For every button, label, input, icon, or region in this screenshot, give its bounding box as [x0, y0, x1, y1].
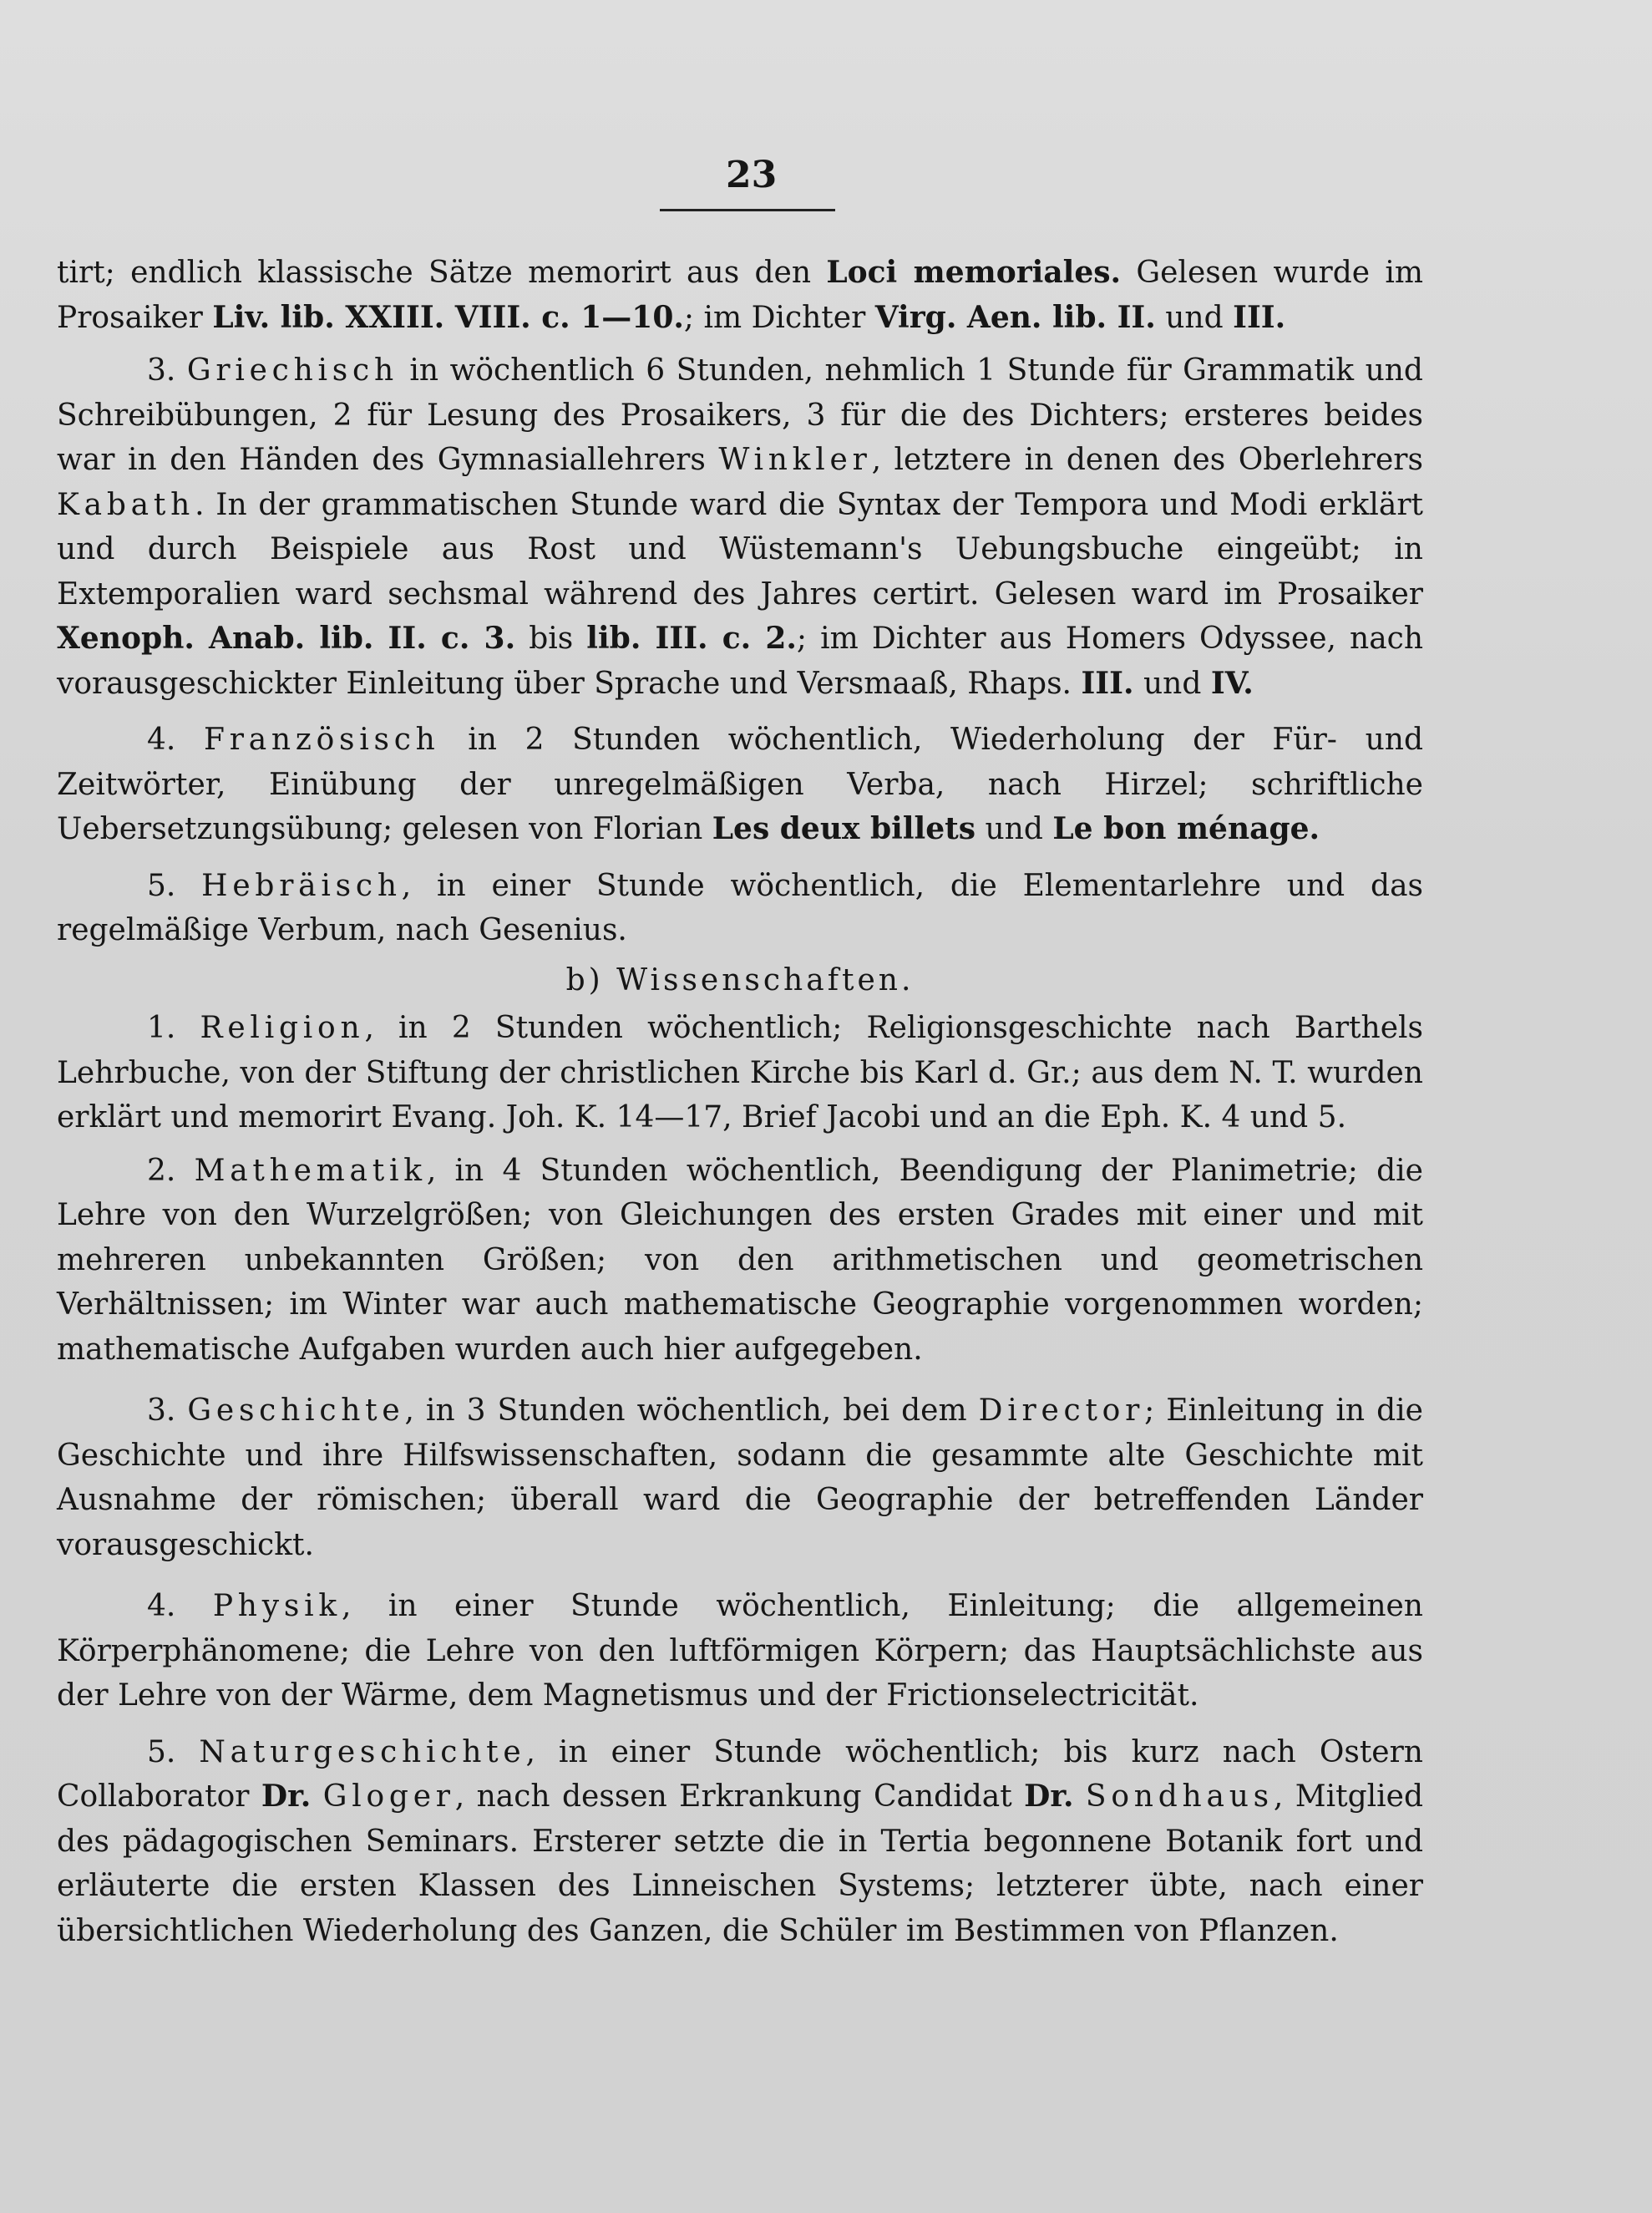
- section-heading-wissenschaften: [57, 958, 1423, 1003]
- spaced-term: Director: [978, 1393, 1145, 1428]
- text-run: ; Einleitung in die Geschichte und ihre Hilfswissenschaften, sodann die gesammte alte Geschichte mit Ausnahme der römischen; überall ward die Geographie der betreffenden Länder vorausgeschickt.: [57, 1393, 1423, 1562]
- spaced-term: Winkler: [718, 443, 872, 477]
- latin-citation: III.: [1081, 665, 1134, 701]
- latin-citation: IV.: [1210, 665, 1254, 701]
- spaced-term: Physik: [212, 1589, 342, 1623]
- text-run: , letztere in denen des Oberlehrers: [871, 443, 1423, 477]
- text-run: in 2 Stunden wöchentlich, Wiederholung der Für- und Zeitwörter, Einübung der unregelmäßigen Verba, nach Hirzel; schriftliche Uebersetzungsübung; gelesen von Florian: [57, 723, 1423, 846]
- paragraph-geschichte: [57, 1388, 1423, 1567]
- spaced-term: Sondhaus: [1085, 1779, 1274, 1814]
- page-body: [57, 251, 1423, 1953]
- text-run: 4.: [147, 1589, 213, 1623]
- spaced-term: Kabath: [57, 487, 195, 522]
- text-run: und: [975, 812, 1053, 846]
- latin-citation: Virg. Aen. lib. II.: [874, 299, 1156, 335]
- latin-citation: Le bon ménage.: [1052, 811, 1320, 846]
- paragraph-hebraeisch: [57, 864, 1423, 953]
- latin-citation: Les deux billets: [712, 811, 975, 846]
- paragraph-mathematik: [57, 1149, 1423, 1373]
- paragraph-continuation: [57, 251, 1423, 340]
- text-run: ; im Dichter: [683, 300, 875, 335]
- text-run: , in 3 Stunden wöchentlich, bei dem: [404, 1393, 979, 1428]
- text-run: [311, 1779, 322, 1814]
- text-run: 3.: [147, 353, 187, 388]
- latin-citation: Loci memoriales.: [826, 255, 1122, 290]
- text-run: , in 4 Stunden wöchentlich, Beendigung der Planimetrie; die Lehre von den Wurzelgrößen; von Gleichungen des ersten Grades mit einer und mit mehreren unbekannten Größen; von den arithmetischen und geometrischen Verhältnissen; im Winter war auch mathematische Geographie vorgenommen worden; mathematische Aufgaben wurden auch hier aufgegeben.: [57, 1153, 1423, 1367]
- page-number: 23: [726, 154, 778, 196]
- text-run: 3.: [147, 1393, 188, 1428]
- text-run: und: [1155, 300, 1234, 335]
- spaced-term: Mathematik: [194, 1153, 427, 1188]
- spaced-term: Hebräisch: [201, 868, 402, 903]
- text-run: [1074, 1779, 1086, 1814]
- spaced-term: Französisch: [203, 723, 440, 757]
- text-run: und: [1133, 666, 1211, 701]
- text-run: 5.: [147, 1734, 200, 1769]
- text-run: 2.: [147, 1153, 195, 1188]
- text-run: , in einer Stunde wöchentlich, die Elementarlehre und das regelmäßige Verbum, nach Gesenius.: [57, 868, 1424, 947]
- text-run: tirt; endlich klassische Sätze memorirt aus den: [57, 256, 827, 290]
- text-run: , in einer Stunde wöchentlich, Einleitung; die allgemeinen Körperphänomene; die Lehre von den luftförmigen Körpern; das Hauptsächlichste aus der Lehre von der Wärme, dem Magnetismus und der Frictionselectricität.: [57, 1589, 1423, 1713]
- text-run: bis: [515, 622, 587, 656]
- text-run: , in 2 Stunden wöchentlich; Religionsgeschichte nach Barthels Lehrbuche, von der Stiftung der christlichen Kirche bis Karl d. Gr.; aus dem N. T. wurden erklärt und memorirt Evang. Joh. K. 14—17, Brief Jacobi und an die Eph. K. 4 und 5.: [57, 1011, 1424, 1134]
- text-run: , nach dessen Erkrankung Candidat: [454, 1779, 1025, 1814]
- paragraph-naturgeschichte: [57, 1730, 1423, 1954]
- text-run: , Mitglied des pädagogischen Seminars. Ersterer setzte die in Tertia begonnene Botanik fort und erläuterte die ersten Klassen des Linneischen Systems; letzterer übte, nach einer übersichtlichen Wiederholung des Ganzen, die Schüler im Bestimmen von Pflanzen.: [57, 1779, 1423, 1948]
- text-run: 5.: [147, 868, 202, 903]
- text-run: b) Wissenschaften.: [565, 962, 915, 997]
- latin-citation: lib. III. c. 2.: [586, 621, 797, 656]
- paragraph-griechisch: [57, 348, 1423, 706]
- latin-citation: Xenoph. Anab. lib. II. c. 3.: [57, 621, 516, 656]
- spaced-term: Gloger: [322, 1779, 455, 1814]
- latin-citation: III.: [1233, 299, 1286, 335]
- spaced-term: Religion: [200, 1011, 365, 1045]
- text-run: 1.: [147, 1011, 200, 1045]
- latin-citation: Liv. lib. XXIII. VIII. c. 1—10.: [212, 299, 684, 335]
- text-run: ; im Dichter aus Homers Odyssee, nach vorausgeschickter Einleitung über Sprache und Versmaaß, Rhaps.: [57, 622, 1424, 701]
- text-run: . In der grammatischen Stunde ward die Syntax der Tempora und Modi erklärt und durch Beispiele aus Rost und Wüstemann's Uebungsbuche eingeübt; in Extemporalien ward sechsmal während des Jahres certirt. Gelesen ward im Prosaiker: [57, 487, 1423, 612]
- latin-citation: Dr.: [261, 1779, 312, 1814]
- text-run: 4.: [147, 723, 204, 757]
- latin-citation: Dr.: [1024, 1779, 1074, 1814]
- text-run: in wöchentlich 6 Stunden, nehmlich 1 Stunde für Grammatik und Schreibübungen, 2 für Lesung des Prosaikers, 3 für die des Dichters; ersteres beides war in den Händen des Gymnasiallehrers: [57, 353, 1423, 477]
- text-run: , in einer Stunde wöchentlich; bis kurz nach Ostern Collaborator: [57, 1734, 1423, 1814]
- spaced-term: Naturgeschichte: [199, 1734, 526, 1769]
- paragraph-franzoesisch: [57, 718, 1423, 852]
- spaced-term: Griechisch: [186, 353, 398, 388]
- spaced-term: Geschichte: [187, 1393, 405, 1428]
- paragraph-religion: [57, 1006, 1423, 1140]
- page-number-rule: [660, 209, 835, 211]
- text-run: Gelesen wurde im Prosaiker: [57, 256, 1424, 335]
- paragraph-physik: [57, 1584, 1423, 1718]
